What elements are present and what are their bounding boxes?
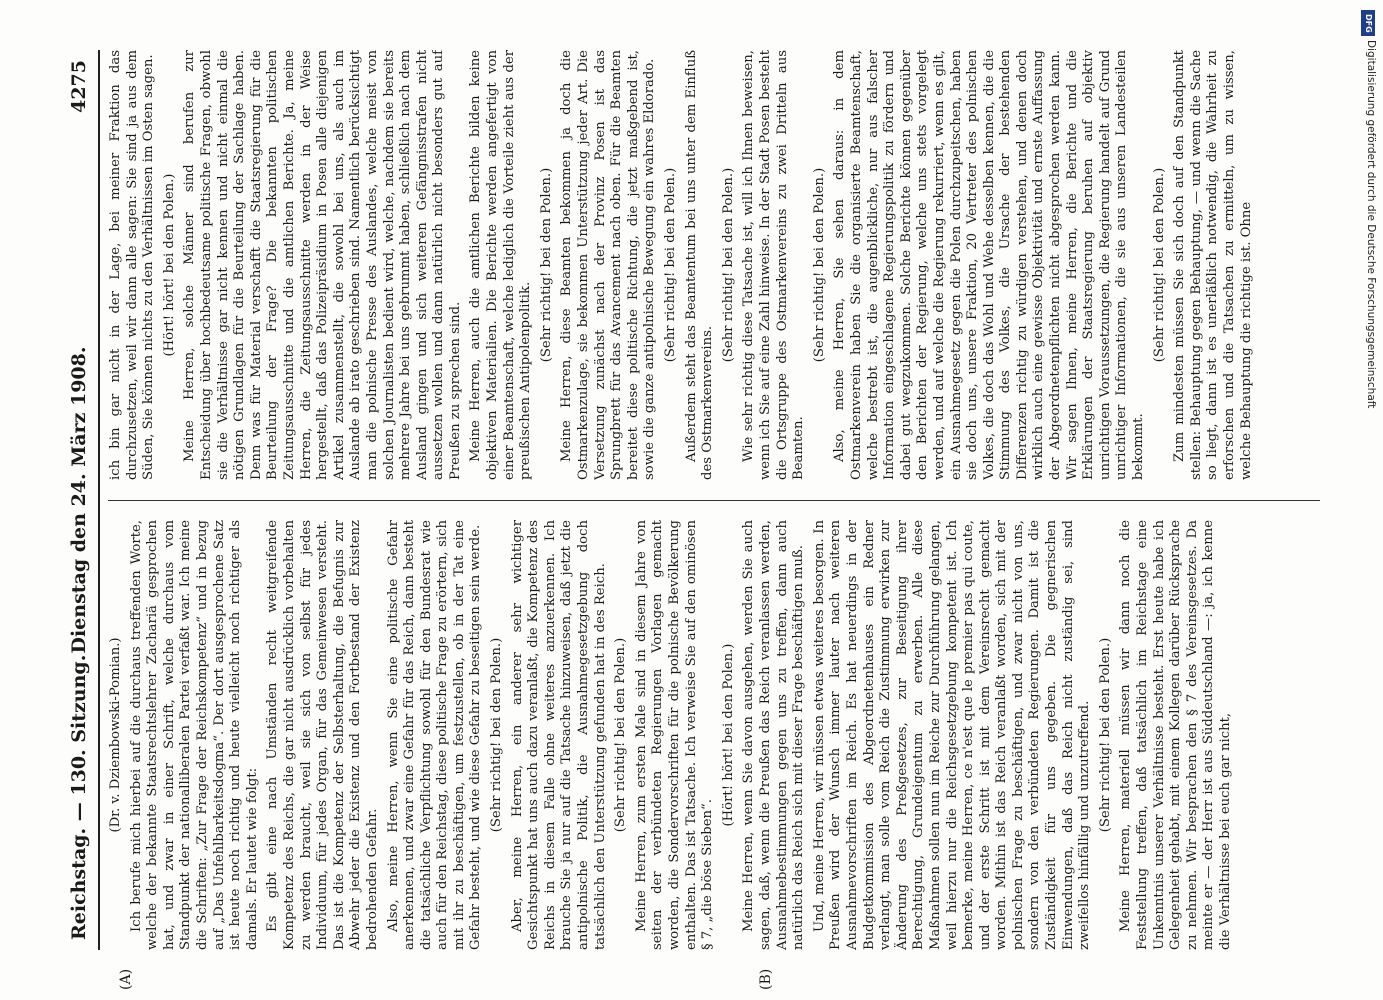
paragraph: (Sehr richtig! bei den Polen.) [811,167,827,363]
paragraph: Meine Herren, diese Beamten bekommen ja doch die Ostmarkenzulage, sie bekommen Unterstützung jeder Art. Die Versetzung zunächst nach der Provinz Posen ist das Sprungbrett für das Avancement nach oben. Für die Beamten bereitet diese politische Richtung, die jetzt maßgebend ist, sowie die ganze antipolnische Bewegung ein wahres Eldorado. [559,50,658,480]
paragraph: Aber, meine Herren, ein anderer sehr wichtiger Gesichtspunkt hat uns auch dazu veranlaßt, die Kompetenz des Reichs in diesem Falle ohne weiteres anzuerkennen. Ich brauche Sie ja nur auf die Tatsache hinzuweisen, daß jetzt die antipolnische Politik, die Ausnahmegesetzgebung doch tatsächlich den Unterstützung gefunden hat in des Reich. [509,520,608,950]
paragraph: Und, meine Herren, wir müssen etwas weiteres besorgen. In Preußen wird der Wunsch immer lauter nach weiteren Ausnahmevorschriften im Reich. Es hat neuerdings in der Budgetkommission des Abgeordnetenhauses ein Redner verlangt, man solle vom Reich die Zustimmung erwirken zur Änderung des Preßgesetzes, zur Beseitigung ihrer Berechtigung, Grundeigentum zu erwerben. Alle diese Maßnahmen sollen nun im Reiche zur Durchführung gelangen, weil hierzu nur die Reichsgesetzgebung kompetent ist. Ich bemerke, meine Herren, ce n'est que le premier pas qui coute, und der erste Schritt ist mit dem Vereinsrecht gemacht worden. Mithin ist das Reich veranlaßt worden, sich mit der polnischen Frage zu beschäftigen, und zwar nicht von uns, sondern von den verbündeten Regierungen. Damit ist die Zuständigkeit für uns gegeben. Die gegnerischen Einwendungen, daß das Reich nicht zuständig sei, sind zweifellos hinfällig und unzutreffend. [811,520,1093,950]
margin-marker-b: (B) [758,968,774,990]
rotated-page-content [60,50,1330,990]
column-divider [108,500,1320,501]
paragraph: (Hört! hört! bei den Polen.) [720,643,736,827]
paragraph: (Sehr richtig! bei den Polen.) [1151,167,1167,363]
paragraph: Meine Herren, wenn Sie davon ausgehen, werden Sie auch sagen, daß, wenn die Preußen das Reich veranlassen werden, Ausnahmebestimmungen gegen uns zu treffen, dann auch natürlich das Reich sich mit dieser Frage beschäftigen muß. [741,520,807,950]
margin-marker-a: (A) [118,968,134,990]
paragraph: (Sehr richtig! bei den Polen.) [720,167,736,363]
paragraph: (Sehr richtig! bei den Polen.) [1097,637,1113,833]
paragraph: (Sehr richtig! bei den Polen.) [538,167,554,363]
paragraph: Es gibt eine nach Umständen recht weitgreifende Kompetenz des Reichs, die gar nicht ausdrücklich vorbehalten zu werden braucht, weil sie sich von selbst für jedes Individuum, für jedes Organ, für das Gemeinwesen versteht. Das ist die Kompetenz der Selbsterhaltung, die Befugnis zur Abwehr jeder die Existenz und den Fortbestand der Existenz bedrohenden Gefahr. [265,520,380,950]
page-number: 4275 [68,60,90,113]
paragraph: Meine Herren, auch die amtlichen Berichte bilden keine objektiven Materialien. Die Berichte werden angefertigt von einer Beamtenschaft, welche lediglich die Vorteile zieht aus der preußischen Antipolenpolitik. [468,50,534,480]
paragraph: Also, meine Herren, Sie sehen daraus: in dem Ostmarkenverein haben Sie die organisierte Beamtenschaft, welche bestrebt ist, die augenblickliche, nur aus falscher Information eingeschlagene Regierungspolitik zu fördern und dabei gut wegzukommen. Solche Berichte können gegenüber den Berichten der Regierung, welche uns stets vorgelegt werden, und auf welche die Regierung rekurriert, wenn es gilt, ein Ausnahmegesetz gegen die Polen durchzupeitschen, haben sie doch uns, unsere Fraktion, 20 Vertreter des polnischen Volkes, die doch das Wohl und Wehe desselben kennen, die die Stimmung des Volkes, die Ursache der bestehenden Differenzen richtig zu würdigen verstehen, und denen doch wirklich auch eine gewisse Objektivität und ernste Auffassung der Abgeordnetenpflichten nicht abgesprochen werden kann. Wir sagen Ihnen, meine Herren, die Berichte und die Erklärungen der Staatsregierung beruhen auf objektiv unrichtigen Voraussetzungen, die Regierung handelt auf Grund unrichtiger Informationen, die sie aus unseren Landesteilen bekommt. [832,50,1147,480]
paragraph: Meine Herren, materiell müssen wir dann noch die Feststellung treffen, daß tatsächlich im Reichstage eine Unkenntnis unserer Verhältnisse besteht. Erst heute habe ich Gelegenheit gehabt, mit einem Kollegen darüber Rücksprache zu nehmen. Wir besprachen den § 7 des Vereinsgesetzes. Da meinte er — der Herr ist aus Süddeutschland —: ja, ich kenne die Verhältnisse bei euch gar nicht, [1118,520,1233,950]
paragraph: ich bin gar nicht in der Lage, bei meiner Fraktion das durchzusetzen, weil wir dann alle sagen: Sie sind ja aus dem Süden, Sie können nichts zu den Verhältnissen im Osten sagen. [108,50,157,480]
dfg-logo: DFG [1361,10,1375,36]
paragraph: (Sehr richtig! bei den Polen.) [663,167,678,363]
header-date: Dienstag den 24. März 1908. [68,346,90,654]
digitization-note: Digitalisierung gefördert durch die Deutsche Forschungsgemeinschaft [1365,40,1377,409]
paragraph: (Sehr richtig! bei den Polen.) [613,637,629,833]
paragraph: (Dr. v. Dziembowski-Pomian.) [108,637,123,833]
right-column [108,50,1320,480]
text-columns [108,50,1320,990]
paragraph: Also, meine Herren, wenn Sie eine politische Gefahr anerkennen, und zwar eine Gefahr für das Reich, dann besteht die tatsächliche Verpflichtung sowohl für den Bundesrat wie auch für den Reichstag, diese politische Frage zu erörtern, sich mit ihr zu beschäftigen, um festzustellen, ob in der Tat eine Gefahr besteht, und wie diese Gefahr zu beseitigen sein werde. [385,520,484,950]
header-session: Reichstag. — 130. Sitzung. [68,654,90,940]
paragraph: Wie sehr richtig diese Tatsache ist, will ich Ihnen beweisen, wenn ich Sie auf eine Zahl hinweise. In der Stadt Posen besteht die Ortsgruppe des Ostmarkenvereins zu zwei Dritteln aus Beamten. [741,50,807,480]
paragraph: Meine Herren, solche Männer sind berufen zur Entscheidung über hochbedeutsame politische Fragen, obwohl sie die Verhältnisse gar nicht kennen und nicht einmal die nötigen Grundlagen für die Beurteilung der Sachlage haben. Denn was für Material verschafft die Staatsregierung für die Beurteilung der Frage? Die bekannten politischen Zeitungsausschnitte und die amtlichen Berichte. Ja, meine Herren, die Zeitungsausschnitte werden in der Weise hergestellt, daß das Polizeipräsidium in Posen alle diejenigen Artikel zusammenstellt, die sowohl bei uns, als auch im Auslande ab irato geschrieben sind. Namentlich berücksichtigt man die polnische Presse des Auslandes, welche meist von solchen Journalisten bedient wird, welche, nachdem sie bereits mehrere Jahre bei uns gebrummt haben, schließlich nach dem Ausland gingen und sich weiteren Gefängnisstrafen nicht aussetzen wollen und dann natürlich nicht besonders gut auf Preußen zu sprechen sind. [182,50,463,480]
paragraph: (Sehr richtig! bei den Polen.) [489,637,505,833]
paragraph: (Hört! hört! bei den Polen.) [161,173,177,357]
paragraph: Meine Herren, zum ersten Male sind in diesem Jahre von seiten der verbündeten Regierungen Vorlagen gemacht worden, die Sondervorschriften für die polnische Bevölkerung enthalten. Das ist Tatsache. Ich verweise Sie auf den ominösen § 7, „die böse Sieben“. [633,520,716,950]
page-header [60,50,100,950]
left-column [108,520,1320,950]
paragraph: Außerdem steht das Beamtentum bei uns unter dem Einfluß des Ostmarkenvereins. [683,50,716,480]
paragraph: Ich berufe mich hierbei auf die durchaus treffenden Worte, welche der bekannte Staatsrechtslehrer Zachariä gesprochen hat, und zwar in einer Schrift, welche durchaus vom Standpunkt der nationalliberalen Partei verfaßt war. Ich meine die Schriften: „Zur Frage der Reichskompetenz“ und in bezug auf „Das Unfehlbarkeitsdogma“. Der dort ausgesprochene Satz ist heute noch richtig und heute vielleicht noch richtiger als damals. Er lautet wie folgt: [128,520,260,950]
paragraph: Zum mindesten müssen Sie sich doch auf den Standpunkt stellen: Behauptung gegen Behauptung, — und wenn die Sache so liegt, dann ist es unerläßlich notwendig, die Wahrheit zu erforschen und die Tatsachen zu ermitteln, um zu wissen, welche Behauptung die richtige ist. Ohne [1172,50,1254,480]
